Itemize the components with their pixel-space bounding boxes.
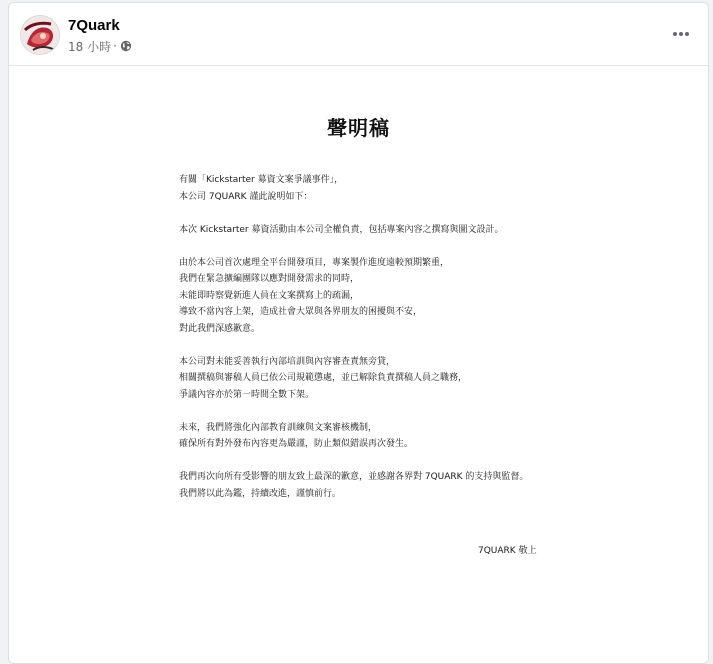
statement-signature: 7QUARK 敬上	[478, 546, 537, 556]
statement-body	[179, 172, 659, 519]
avatar[interactable]	[20, 15, 60, 55]
statement-line: 由於本公司首次處理全平台開發項目，專案製作進度遠較預期繁重，	[179, 257, 450, 268]
statement-paragraph	[179, 172, 659, 205]
statement-line: 我們在緊急擴編團隊以應對開發需求的同時，	[179, 274, 360, 284]
statement-line: 本公司 7QUARK 謹此說明如下：	[179, 191, 313, 202]
statement-paragraph	[179, 420, 659, 453]
statement-line: 確保所有對外發布內容更為嚴謹，防止類似錯誤再次發生。	[179, 439, 414, 449]
post-meta	[68, 38, 132, 54]
statement-title: 聲明稿	[327, 116, 390, 140]
author-name[interactable]: 7Quark	[68, 17, 120, 34]
post-image[interactable]	[9, 66, 708, 664]
statement-paragraph	[179, 469, 659, 502]
globe-icon[interactable]	[120, 40, 132, 52]
statement-line: 對此我們深感歉意。	[179, 323, 261, 334]
avatar-image	[21, 16, 60, 55]
statement-paragraph	[179, 222, 659, 239]
post-card	[8, 2, 709, 664]
statement-paragraph	[179, 255, 659, 338]
statement-line: 我們再次向所有受影響的朋友致上最深的歉意，並感謝各界對 7QUARK 的支持與監督。	[179, 472, 529, 482]
statement-line: 未能即時察覺新進人員在文案撰寫上的疏漏，	[179, 290, 360, 301]
statement-line: 我們將以此為鑑，持續改進，謹慎前行。	[179, 488, 342, 499]
statement-line: 未來，我們將強化內部教育訓練與文案審核機制，	[179, 422, 378, 433]
statement-paragraph	[179, 354, 659, 404]
post-time[interactable]: 18 小時	[68, 39, 112, 54]
more-options-button[interactable]	[668, 21, 694, 47]
post-header	[9, 3, 708, 66]
statement-line: 導致不當內容上架，造成社會大眾與各界朋友的困擾與不安，	[179, 307, 423, 317]
more-horizontal-icon	[672, 31, 690, 37]
statement-line: 相關撰稿與審稿人員已依公司規範懲處，並已解除負責撰稿人員之職務，	[179, 373, 468, 383]
statement-line: 有關「Kickstarter 募資文案爭議事件」，	[179, 175, 344, 185]
statement-line: 本公司對未能妥善執行內部培訓與內容審查責無旁貸，	[179, 356, 396, 367]
statement-line: 本次 Kickstarter 募資活動由本公司全權負責，包括專案內容之撰寫與圖文設計。	[179, 224, 504, 235]
meta-separator: ·	[113, 39, 117, 53]
statement-line: 爭議內容亦於第一時間全數下架。	[179, 389, 315, 400]
